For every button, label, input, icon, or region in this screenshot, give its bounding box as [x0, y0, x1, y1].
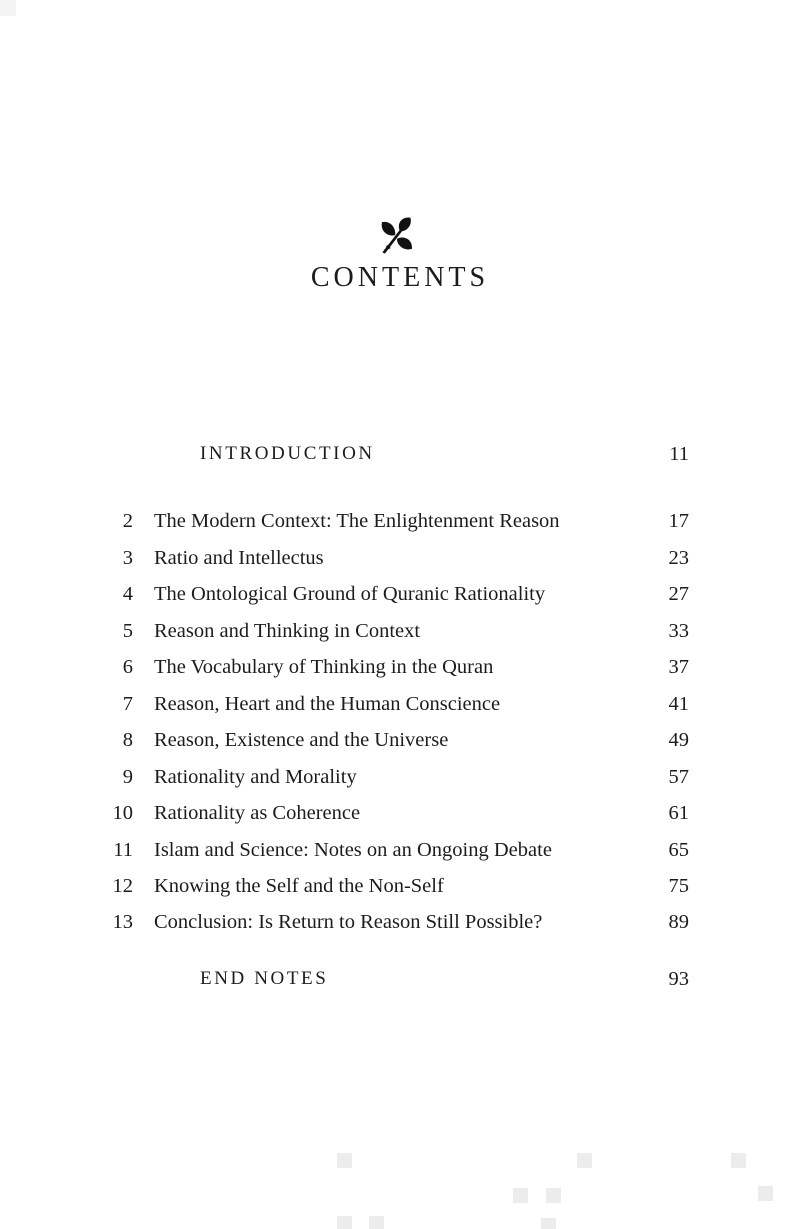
page-number: 93: [668, 967, 689, 990]
page-number: 33: [668, 619, 689, 642]
leaf-sprig-icon: [380, 216, 416, 254]
chapter-number: 9: [122, 765, 133, 788]
chapter-number: 8: [122, 729, 133, 752]
page-number: 41: [668, 692, 689, 715]
page-number: 75: [668, 874, 689, 897]
chapter-title: Reason, Existence and the Universe: [154, 729, 449, 752]
scan-speck: [731, 1153, 746, 1168]
scan-speck: [369, 1216, 384, 1229]
scan-speck: [0, 0, 16, 16]
chapter-title: Conclusion: Is Return to Reason Still Possible?: [154, 911, 543, 934]
toc-entry: [111, 686, 689, 722]
page-title: CONTENTS: [310, 262, 490, 293]
scan-speck: [513, 1188, 528, 1203]
toc-entry-end-notes: [111, 961, 689, 997]
chapter-number: 13: [112, 911, 133, 934]
scan-speck: [546, 1188, 561, 1203]
chapter-title: Reason, Heart and the Human Conscience: [154, 692, 501, 715]
scan-speck: [758, 1186, 773, 1201]
page-number: 49: [668, 729, 689, 752]
table-of-contents: [111, 436, 689, 997]
page-number: 17: [668, 510, 689, 533]
toc-entry: [111, 722, 689, 758]
page-number: 27: [668, 583, 689, 606]
toc-entry: [111, 613, 689, 649]
toc-entry: [111, 795, 689, 831]
page-number: 37: [668, 656, 689, 679]
chapter-number: 11: [113, 838, 133, 861]
chapter-title: Knowing the Self and the Non-Self: [154, 874, 444, 897]
toc-entry: [111, 540, 689, 576]
chapter-title: The Vocabulary of Thinking in the Quran: [154, 656, 494, 679]
toc-entry: [111, 868, 689, 904]
page-number: 65: [668, 838, 689, 861]
toc-entry: [111, 759, 689, 795]
chapter-title: Rationality as Coherence: [154, 802, 361, 825]
section-label: INTRODUCTION: [200, 443, 375, 464]
chapter-number: 5: [122, 619, 133, 642]
toc-entry: [111, 904, 689, 940]
chapter-title: The Ontological Ground of Quranic Rationality: [154, 583, 546, 606]
page-number: 11: [669, 443, 689, 465]
page-number: 57: [668, 765, 689, 788]
toc-entry-introduction: [111, 436, 689, 472]
page-number: 89: [668, 911, 689, 934]
chapter-number: 12: [112, 874, 133, 897]
toc-entry: [111, 503, 689, 539]
chapter-number: 7: [122, 692, 133, 715]
scan-speck: [577, 1153, 592, 1168]
toc-entry: [111, 649, 689, 685]
chapter-title: Rationality and Morality: [154, 765, 357, 788]
toc-entry: [111, 576, 689, 612]
section-label: END NOTES: [200, 967, 329, 989]
chapter-title: Islam and Science: Notes on an Ongoing Debate: [154, 838, 552, 861]
toc-entry: [111, 832, 689, 868]
chapter-number: 2: [122, 510, 133, 533]
chapter-number: 6: [122, 656, 133, 679]
chapter-rows: [111, 503, 689, 940]
scan-speck: [337, 1216, 352, 1229]
page-number: 61: [668, 802, 689, 825]
page-number: 23: [668, 546, 689, 569]
chapter-title: The Modern Context: The Enlightenment Reason: [154, 510, 560, 533]
scan-speck: [337, 1153, 352, 1168]
chapter-title: Reason and Thinking in Context: [154, 619, 421, 642]
chapter-number: 3: [122, 546, 133, 569]
scan-speck: [541, 1218, 556, 1229]
chapter-number: 10: [112, 802, 133, 825]
chapter-title: Ratio and Intellectus: [154, 546, 324, 569]
chapter-number: 4: [122, 583, 133, 606]
